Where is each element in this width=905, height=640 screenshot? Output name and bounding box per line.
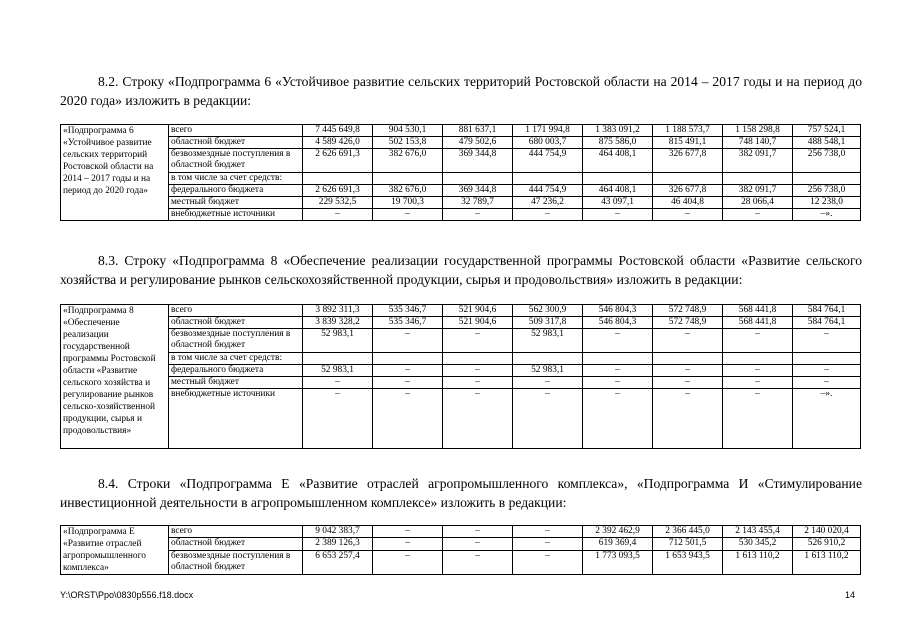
program-name-cell: «Подпрограмма 6 «Устойчивое развитие сельских территорий Ростовской области на 2014 – 2017 годы и на период до 2020 года» — [61, 125, 169, 221]
amount-cell: 881 637,1 — [443, 125, 513, 137]
amount-cell: – — [373, 209, 443, 221]
amount-cell: 562 300,9 — [513, 305, 583, 317]
amount-cell: 568 441,8 — [723, 305, 793, 317]
amount-cell: 52 983,1 — [513, 329, 583, 353]
amount-cell: – — [723, 365, 793, 377]
amount-cell: 568 441,8 — [723, 317, 793, 329]
funding-source-cell: в том числе за счет средств: — [169, 173, 303, 185]
amount-cell: 2 140 020,4 — [793, 526, 861, 538]
amount-cell: – — [513, 538, 583, 550]
table-row — [61, 377, 861, 389]
amount-cell: 1 188 573,7 — [653, 125, 723, 137]
amount-cell: – — [723, 329, 793, 353]
amount-cell: – — [583, 389, 653, 449]
funding-source-cell: федерального бюджета — [169, 185, 303, 197]
amount-cell: – — [653, 389, 723, 449]
amount-cell: – — [723, 377, 793, 389]
table-row — [61, 209, 861, 221]
amount-cell: 904 530,1 — [373, 125, 443, 137]
table-row — [61, 197, 861, 209]
program-name-cell: «Подпрограмма 8 «Обеспечение реализации государственной программы Ростовской области «Развитие сельского хозяйства и регулирование рынков сельско-хозяйственной продукции, сырья и продовольствия» — [61, 305, 169, 449]
table-row — [61, 125, 861, 137]
table-row — [61, 538, 861, 550]
funding-source-cell: областной бюджет — [169, 137, 303, 149]
amount-cell: 526 910,2 — [793, 538, 861, 550]
funding-source-cell: внебюджетные источники — [169, 209, 303, 221]
amount-cell: 535 346,7 — [373, 305, 443, 317]
amount-cell: – — [303, 377, 373, 389]
amount-cell: 444 754,9 — [513, 185, 583, 197]
amount-cell — [303, 353, 373, 365]
amount-cell: – — [653, 329, 723, 353]
amount-cell — [583, 173, 653, 185]
amount-cell: 521 904,6 — [443, 317, 513, 329]
amount-cell: – — [373, 389, 443, 449]
amount-cell: 509 317,8 — [513, 317, 583, 329]
amount-cell: 28 066,4 — [723, 197, 793, 209]
funding-source-cell: всего — [169, 125, 303, 137]
paragraph-8-4: 8.4. Строки «Подпрограмма Е «Развитие отраслей агропромышленного комплекса», «Подпрограмма И «Стимулирование инвестиционной деятельности в агропромышленном комплексе» изложить в редакции: — [60, 476, 862, 510]
amount-cell: –». — [793, 209, 861, 221]
amount-cell: 2 366 445,0 — [653, 526, 723, 538]
amount-cell: 479 502,6 — [443, 137, 513, 149]
amount-cell: 326 677,8 — [653, 149, 723, 173]
amount-cell: – — [373, 526, 443, 538]
table-row — [61, 317, 861, 329]
table-row — [61, 137, 861, 149]
amount-cell: 4 589 426,0 — [303, 137, 373, 149]
amount-cell: 2 626 691,3 — [303, 149, 373, 173]
amount-cell: 488 548,1 — [793, 137, 861, 149]
amount-cell: 3 892 311,3 — [303, 305, 373, 317]
amount-cell: 546 804,3 — [583, 317, 653, 329]
amount-cell: 572 748,9 — [653, 317, 723, 329]
amount-cell: 382 091,7 — [723, 149, 793, 173]
amount-cell — [723, 173, 793, 185]
amount-cell: 52 983,1 — [303, 365, 373, 377]
amount-cell: 229 532,5 — [303, 197, 373, 209]
amount-cell: 1 613 110,2 — [723, 550, 793, 575]
table-row — [61, 185, 861, 197]
amount-cell: 619 369,4 — [583, 538, 653, 550]
amount-cell: 47 236,2 — [513, 197, 583, 209]
amount-cell: – — [373, 538, 443, 550]
amount-cell: 52 983,1 — [303, 329, 373, 353]
amount-cell: – — [723, 209, 793, 221]
amount-cell: 382 091,7 — [723, 185, 793, 197]
amount-cell: 6 653 257,4 — [303, 550, 373, 575]
amount-cell — [513, 353, 583, 365]
amount-cell: – — [373, 377, 443, 389]
amount-cell: – — [583, 377, 653, 389]
program-name-cell: «Подпрограмма Е «Развитие отраслей агропромышленного комплекса» — [61, 526, 169, 575]
amount-cell: 1 613 110,2 — [793, 550, 861, 575]
amount-cell: 1 773 093,5 — [583, 550, 653, 575]
amount-cell: 444 754,9 — [513, 149, 583, 173]
amount-cell: – — [723, 389, 793, 449]
amount-cell: – — [373, 329, 443, 353]
table-row — [61, 329, 861, 353]
amount-cell: – — [513, 209, 583, 221]
budget-table-subprogram-6 — [60, 124, 861, 221]
amount-cell: 3 839 328,2 — [303, 317, 373, 329]
amount-cell — [443, 173, 513, 185]
table-row — [61, 550, 861, 575]
amount-cell: – — [443, 526, 513, 538]
amount-cell: – — [443, 329, 513, 353]
amount-cell: 757 524,1 — [793, 125, 861, 137]
amount-cell — [793, 173, 861, 185]
funding-source-cell: безвозмездные поступления в областной бюджет — [169, 550, 303, 575]
amount-cell: 502 153,8 — [373, 137, 443, 149]
funding-source-cell: безвозмездные поступления в областной бюджет — [169, 329, 303, 353]
amount-cell — [723, 353, 793, 365]
amount-cell: – — [583, 329, 653, 353]
amount-cell: 464 408,1 — [583, 149, 653, 173]
amount-cell: – — [443, 550, 513, 575]
amount-cell: 19 700,3 — [373, 197, 443, 209]
amount-cell: – — [303, 389, 373, 449]
funding-source-cell: всего — [169, 305, 303, 317]
amount-cell: 712 501,5 — [653, 538, 723, 550]
amount-cell: 748 140,7 — [723, 137, 793, 149]
footer-page-number: 14 — [845, 590, 856, 600]
amount-cell: 369 344,8 — [443, 149, 513, 173]
funding-source-cell: федерального бюджета — [169, 365, 303, 377]
funding-source-cell: безвозмездные поступления в областной бюджет — [169, 149, 303, 173]
amount-cell: – — [373, 365, 443, 377]
amount-cell: – — [653, 209, 723, 221]
amount-cell: 530 345,2 — [723, 538, 793, 550]
amount-cell: 382 676,0 — [373, 149, 443, 173]
budget-table-subprogram-8 — [60, 304, 861, 449]
amount-cell: 2 626 691,3 — [303, 185, 373, 197]
funding-source-cell: областной бюджет — [169, 317, 303, 329]
paragraph-8-2: 8.2. Строку «Подпрограмма 6 «Устойчивое развитие сельских территорий Ростовской области на 2014 – 2017 годы и на период до 2020 года» изложить в редакции: — [60, 74, 862, 108]
amount-cell: 680 003,7 — [513, 137, 583, 149]
amount-cell: 535 346,7 — [373, 317, 443, 329]
amount-cell: 12 238,0 — [793, 197, 861, 209]
amount-cell: – — [513, 377, 583, 389]
table-row — [61, 365, 861, 377]
amount-cell: 256 738,0 — [793, 185, 861, 197]
amount-cell: – — [443, 209, 513, 221]
amount-cell: – — [443, 538, 513, 550]
amount-cell: 584 764,1 — [793, 317, 861, 329]
amount-cell — [373, 173, 443, 185]
table-row — [61, 149, 861, 173]
amount-cell: – — [653, 377, 723, 389]
footer-file-path: Y:\ORST\Ppo\0830p556.f18.docx — [60, 590, 194, 600]
amount-cell: – — [653, 365, 723, 377]
budget-table-subprogram-e — [60, 525, 861, 575]
amount-cell: – — [513, 389, 583, 449]
amount-cell: 52 983,1 — [513, 365, 583, 377]
amount-cell: 256 738,0 — [793, 149, 861, 173]
amount-cell — [443, 353, 513, 365]
funding-source-cell: местный бюджет — [169, 197, 303, 209]
amount-cell: 1 158 298,8 — [723, 125, 793, 137]
amount-cell: 1 653 943,5 — [653, 550, 723, 575]
table-row — [61, 173, 861, 185]
amount-cell: – — [303, 209, 373, 221]
amount-cell: 1 171 994,8 — [513, 125, 583, 137]
amount-cell: 875 586,0 — [583, 137, 653, 149]
amount-cell: – — [513, 526, 583, 538]
amount-cell: 382 676,0 — [373, 185, 443, 197]
amount-cell — [373, 353, 443, 365]
amount-cell: – — [443, 377, 513, 389]
amount-cell: 43 097,1 — [583, 197, 653, 209]
amount-cell — [583, 353, 653, 365]
amount-cell: – — [373, 550, 443, 575]
amount-cell — [653, 353, 723, 365]
table-row — [61, 389, 861, 449]
amount-cell — [513, 173, 583, 185]
amount-cell: – — [443, 365, 513, 377]
amount-cell: – — [793, 377, 861, 389]
amount-cell: 584 764,1 — [793, 305, 861, 317]
amount-cell: – — [513, 550, 583, 575]
amount-cell: – — [583, 365, 653, 377]
funding-source-cell: областной бюджет — [169, 538, 303, 550]
funding-source-cell: внебюджетные источники — [169, 389, 303, 449]
amount-cell: 2 392 462,9 — [583, 526, 653, 538]
amount-cell: 2 389 126,3 — [303, 538, 373, 550]
amount-cell: 1 383 091,2 — [583, 125, 653, 137]
paragraph-8-3: 8.3. Строку «Подпрограмма 8 «Обеспечение реализации государственной программы Ростовской области «Развитие сельского хозяйства и регулирование рынков сельскохозяйственной продукции, сырья и продовольствия» изложить в редакции: — [60, 253, 862, 287]
amount-cell: 2 143 455,4 — [723, 526, 793, 538]
amount-cell: 32 789,7 — [443, 197, 513, 209]
amount-cell: – — [793, 365, 861, 377]
amount-cell: 572 748,9 — [653, 305, 723, 317]
amount-cell: 9 042 383,7 — [303, 526, 373, 538]
amount-cell — [793, 353, 861, 365]
funding-source-cell: местный бюджет — [169, 377, 303, 389]
amount-cell: – — [793, 329, 861, 353]
amount-cell: 521 904,6 — [443, 305, 513, 317]
amount-cell: 46 404,8 — [653, 197, 723, 209]
table-row — [61, 526, 861, 538]
funding-source-cell: в том числе за счет средств: — [169, 353, 303, 365]
amount-cell: 815 491,1 — [653, 137, 723, 149]
amount-cell: 7 445 649,8 — [303, 125, 373, 137]
amount-cell — [303, 173, 373, 185]
amount-cell: – — [583, 209, 653, 221]
amount-cell — [653, 173, 723, 185]
funding-source-cell: всего — [169, 526, 303, 538]
amount-cell: – — [443, 389, 513, 449]
amount-cell: 369 344,8 — [443, 185, 513, 197]
amount-cell: 326 677,8 — [653, 185, 723, 197]
amount-cell: –». — [793, 389, 861, 449]
table-row — [61, 353, 861, 365]
amount-cell: 464 408,1 — [583, 185, 653, 197]
table-row — [61, 305, 861, 317]
amount-cell: 546 804,3 — [583, 305, 653, 317]
